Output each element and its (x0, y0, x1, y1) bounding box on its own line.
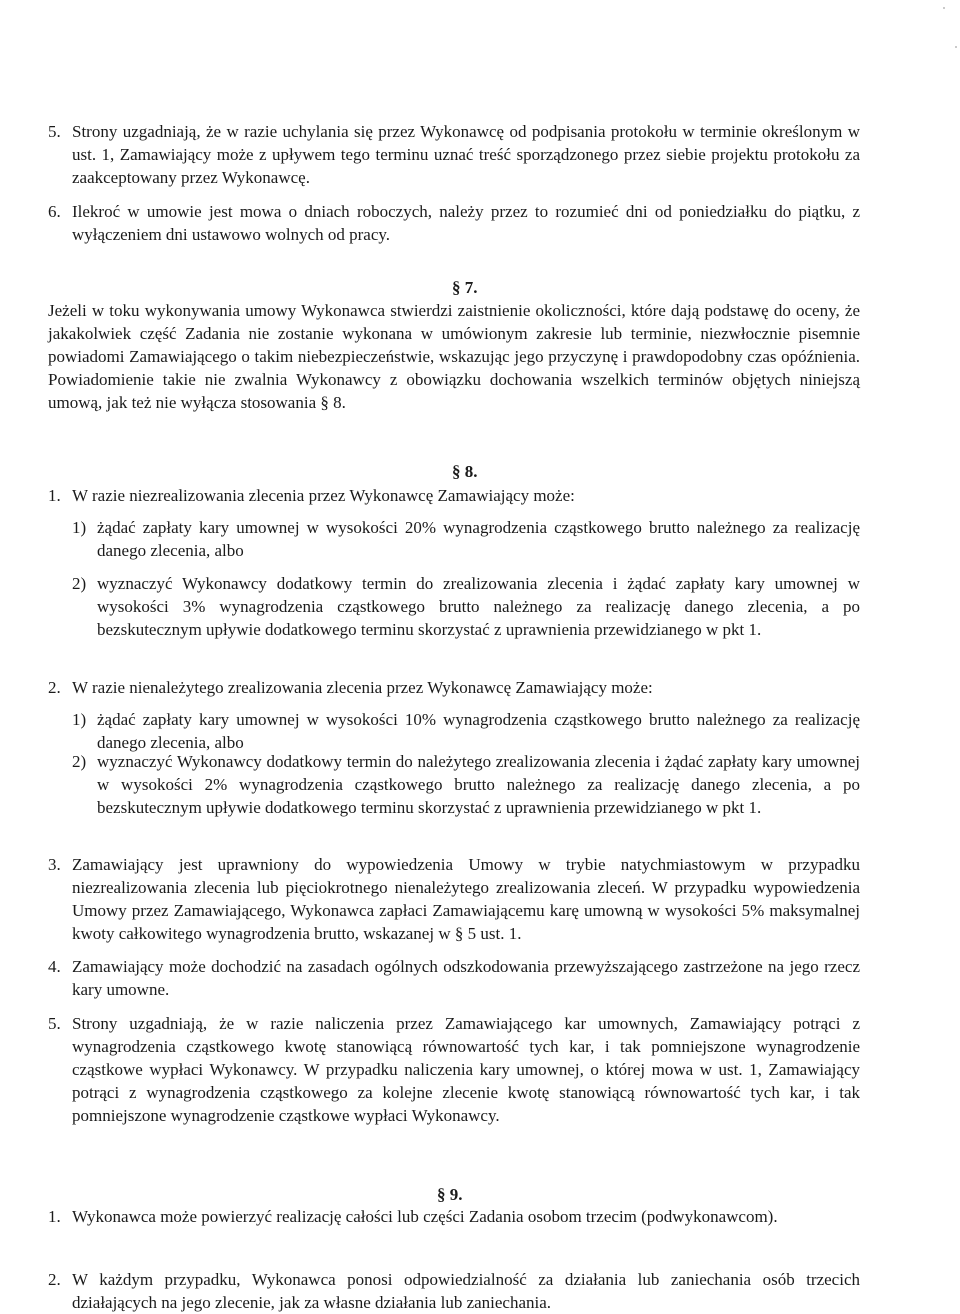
paragraph-number: 1. (48, 486, 61, 505)
paragraph-number: 6. (48, 202, 61, 221)
paragraph-6: Ilekroć w umowie jest mowa o dniach roboczych, należy przez to rozumieć dni od poniedziałku do piątku, z wyłączeniem dni ustawowo wolnych od pracy. (72, 202, 860, 244)
paragraph-5: Strony uzgadniają, że w razie uchylania się przez Wykonawcę od podpisania protokołu w terminie określonym w ust. 1, Zamawiający może z upływem tego terminu uznać treść sporządzonego przez siebie projektu protokołu za zaakceptowany przez Wykonawcę. (72, 122, 860, 187)
section-9-paragraph-1: Wykonawca może powierzyć realizację całości lub części Zadania osobom trzecim (podwykonawcom). (72, 1207, 778, 1226)
paragraph-number: 4. (48, 957, 61, 976)
section-8-paragraph-1-item-2: wyznaczyć Wykonawcy dodatkowy termin do zrealizowania zlecenia i żądać zapłaty kary umownej w wysokości 3% wynagrodzenia cząstkowego brutto należnego za realizację danego zlecenia, a po bezskutecznym upływie dodatkowego terminu skorzystać z uprawnienia przewidzianego w pkt 1. (97, 574, 860, 639)
list-item-number: 2) (72, 752, 87, 771)
scan-speck (955, 46, 957, 48)
section-8-heading: § 8. (452, 462, 478, 481)
paragraph-number: 5. (48, 122, 61, 141)
paragraph-number: 2. (48, 678, 61, 697)
section-7-heading: § 7. (452, 278, 478, 297)
section-8-paragraph-1: W razie niezrealizowania zlecenia przez Wykonawcę Zamawiający może: (72, 486, 575, 505)
section-8-paragraph-2-item-2: wyznaczyć Wykonawcy dodatkowy termin do należytego zrealizowania zlecenia i żądać zapłaty kary umownej w wysokości 2% wynagrodzenia cząstkowego brutto należnego za realizację danego zlecenia, a po bezskutecznym upływie dodatkowego terminu skorzystać z uprawnienia przewidzianego w pkt 1. (97, 752, 860, 817)
section-9-heading: § 9. (437, 1185, 463, 1204)
section-8-paragraph-3: Zamawiający jest uprawniony do wypowiedzenia Umowy w trybie natychmiastowym w przypadku niezrealizowania zlecenia lub pięciokrotnego nienależytego zrealizowania zleceń. W przypadku wypowiedzenia Umowy przez Zamawiającego, Wykonawca zapłaci Zamawiającemu karę umowną w wysokości 5% maksymalnej kwoty całkowitego wynagrodzenia brutto, wskazanej w § 5 ust. 1. (72, 855, 860, 943)
list-item-number: 1) (72, 710, 87, 729)
list-item-number: 1) (72, 518, 87, 537)
scan-speck (943, 7, 945, 9)
section-9-paragraph-2: W każdym przypadku, Wykonawca ponosi odpowiedzialność za działania lub zaniechania osób trzecich działających na jego zlecenie, jak za własne działania lub zaniechania. (72, 1270, 860, 1312)
list-item-number: 2) (72, 574, 87, 593)
section-8-paragraph-2: W razie nienależytego zrealizowania zlecenia przez Wykonawcę Zamawiający może: (72, 678, 653, 697)
paragraph-number: 5. (48, 1014, 61, 1033)
paragraph-number: 2. (48, 1270, 61, 1289)
section-8-paragraph-4: Zamawiający może dochodzić na zasadach ogólnych odszkodowania przewyższającego zastrzeżone na jego rzecz kary umowne. (72, 957, 860, 999)
section-8-paragraph-1-item-1: żądać zapłaty kary umownej w wysokości 20% wynagrodzenia cząstkowego brutto należnego za realizację danego zlecenia, albo (97, 518, 860, 560)
section-8-paragraph-5: Strony uzgadniają, że w razie naliczenia przez Zamawiającego kar umownych, Zamawiający potrąci z wynagrodzenia cząstkowego kwotę stanowiącą równowartość tych kar, i tak pomniejszone wynagrodzenie cząstkowe wypłaci Wykonawcy. W przypadku naliczenia kary umownej, o której mowa w ust. 1, Zamawiający potrąci z wynagrodzenia cząstkowego za kolejne zlecenie kwotę stanowiącą równowartość tych kar, i tak pomniejszone wynagrodzenie cząstkowe wypłaci Wykonawcy. (72, 1014, 860, 1125)
section-7-text: Jeżeli w toku wykonywania umowy Wykonawca stwierdzi zaistnienie okoliczności, które dają podstawę do oceny, że jakakolwiek część Zadania nie zostanie wykonana w umówionym zakresie lub terminie, niezwłocznie pisemnie powiadomi Zamawiającego o takim niebezpieczeństwie, wskazując jego przyczynę i prawdopodobny czas opóźnienia. Powiadomienie takie nie zwalnia Wykonawcy z obowiązku dochowania wszelkich terminów objętych niniejszą umową, jak też nie wyłącza stosowania § 8. (48, 301, 860, 412)
paragraph-number: 1. (48, 1207, 61, 1226)
section-8-paragraph-2-item-1: żądać zapłaty kary umownej w wysokości 10% wynagrodzenia cząstkowego brutto należnego za realizację danego zlecenia, albo (97, 710, 860, 752)
paragraph-number: 3. (48, 855, 61, 874)
